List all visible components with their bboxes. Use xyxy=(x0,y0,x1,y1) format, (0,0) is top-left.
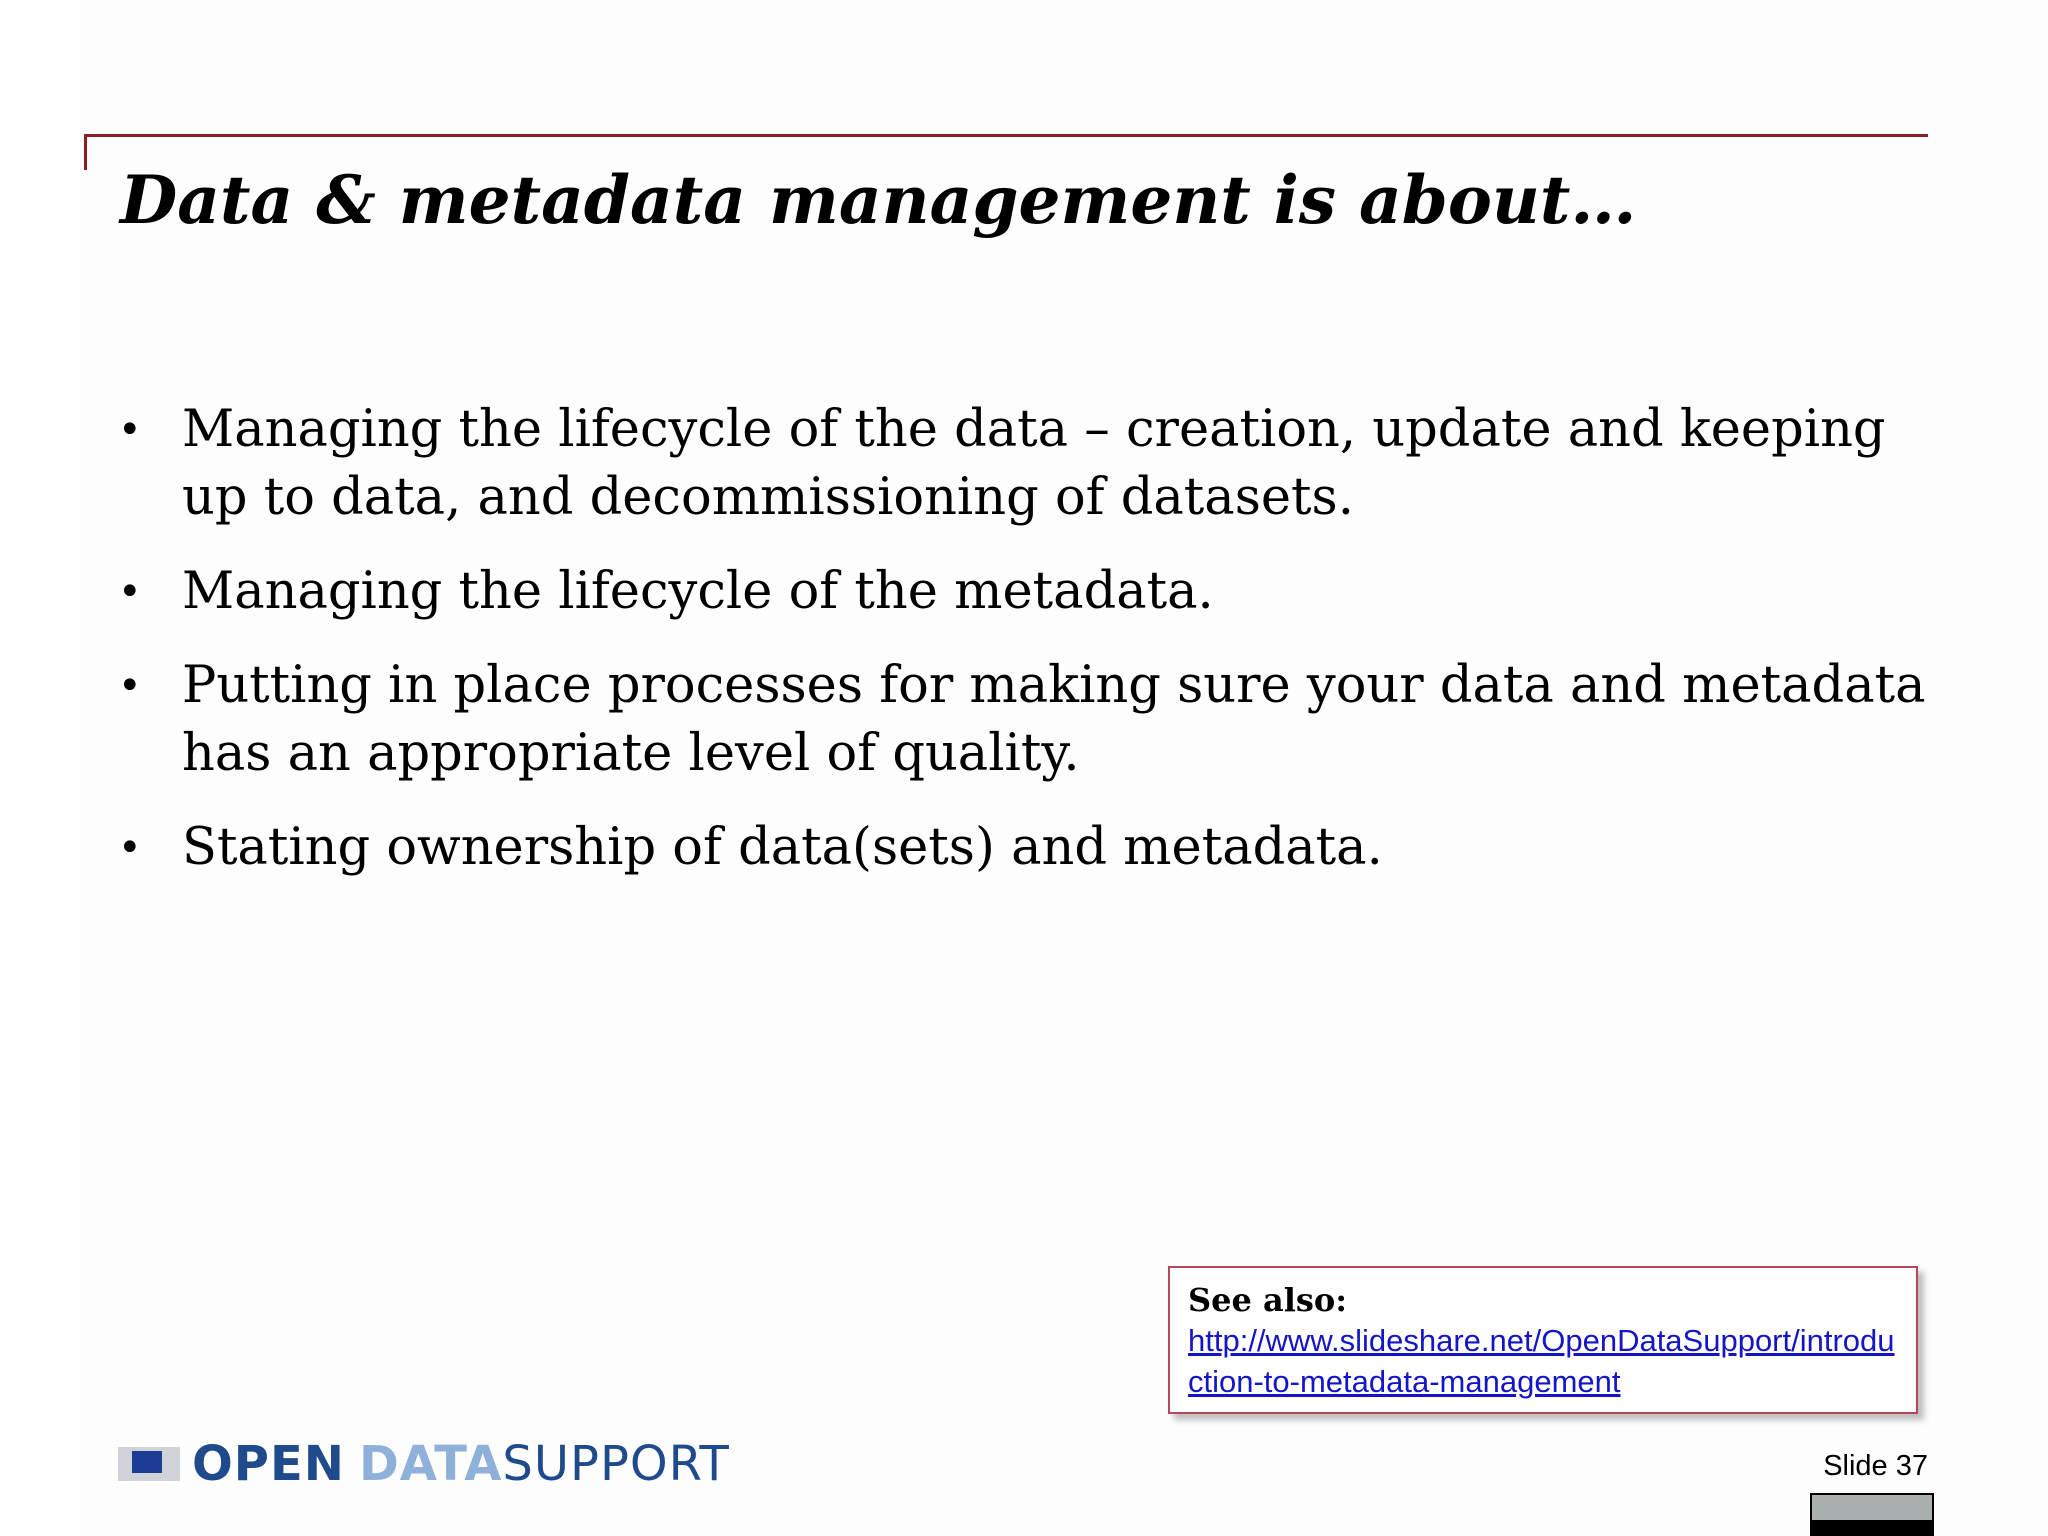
title-rule xyxy=(84,134,1928,137)
bullet-text: Managing the lifecycle of the data – creation, update and keeping up to data, and decommissioning of datasets. xyxy=(182,400,1886,527)
see-also-heading: See also: xyxy=(1188,1281,1348,1319)
bullet-dot-icon: • xyxy=(118,825,142,871)
logo-open-text: OPEN xyxy=(192,1436,345,1492)
bullet-item-4 xyxy=(118,814,1938,882)
slide-title: Data & metadata management is about… xyxy=(120,161,1637,239)
bullet-text: Putting in place processes for making sure your data and metadata has an appropriate level of quality. xyxy=(182,656,1926,783)
bullet-dot-icon: • xyxy=(118,569,142,615)
eu-flag-icon xyxy=(118,1443,180,1485)
bullet-item-1 xyxy=(118,396,1938,532)
slide-number: Slide 37 xyxy=(1823,1450,1928,1482)
bullet-text: Stating ownership of data(sets) and metadata. xyxy=(182,818,1383,877)
bullet-list xyxy=(118,396,1938,908)
cc-by-license-icon xyxy=(1810,1493,1934,1536)
see-also-link[interactable]: http://www.slideshare.net/OpenDataSupport/introduction-to-metadata-management xyxy=(1188,1323,1895,1399)
bullet-dot-icon: • xyxy=(118,663,142,709)
bullet-item-2 xyxy=(118,558,1938,626)
title-rule-tick xyxy=(84,134,87,170)
see-also-box xyxy=(1168,1266,1918,1414)
bullet-item-3 xyxy=(118,652,1938,788)
logo-support-text: SUPPORT xyxy=(502,1436,730,1492)
left-margin xyxy=(0,0,80,1536)
logo-data-text: DATA xyxy=(358,1436,503,1492)
bullet-text: Managing the lifecycle of the metadata. xyxy=(182,562,1214,621)
open-data-support-logo xyxy=(118,1434,730,1494)
bullet-dot-icon: • xyxy=(118,407,142,453)
